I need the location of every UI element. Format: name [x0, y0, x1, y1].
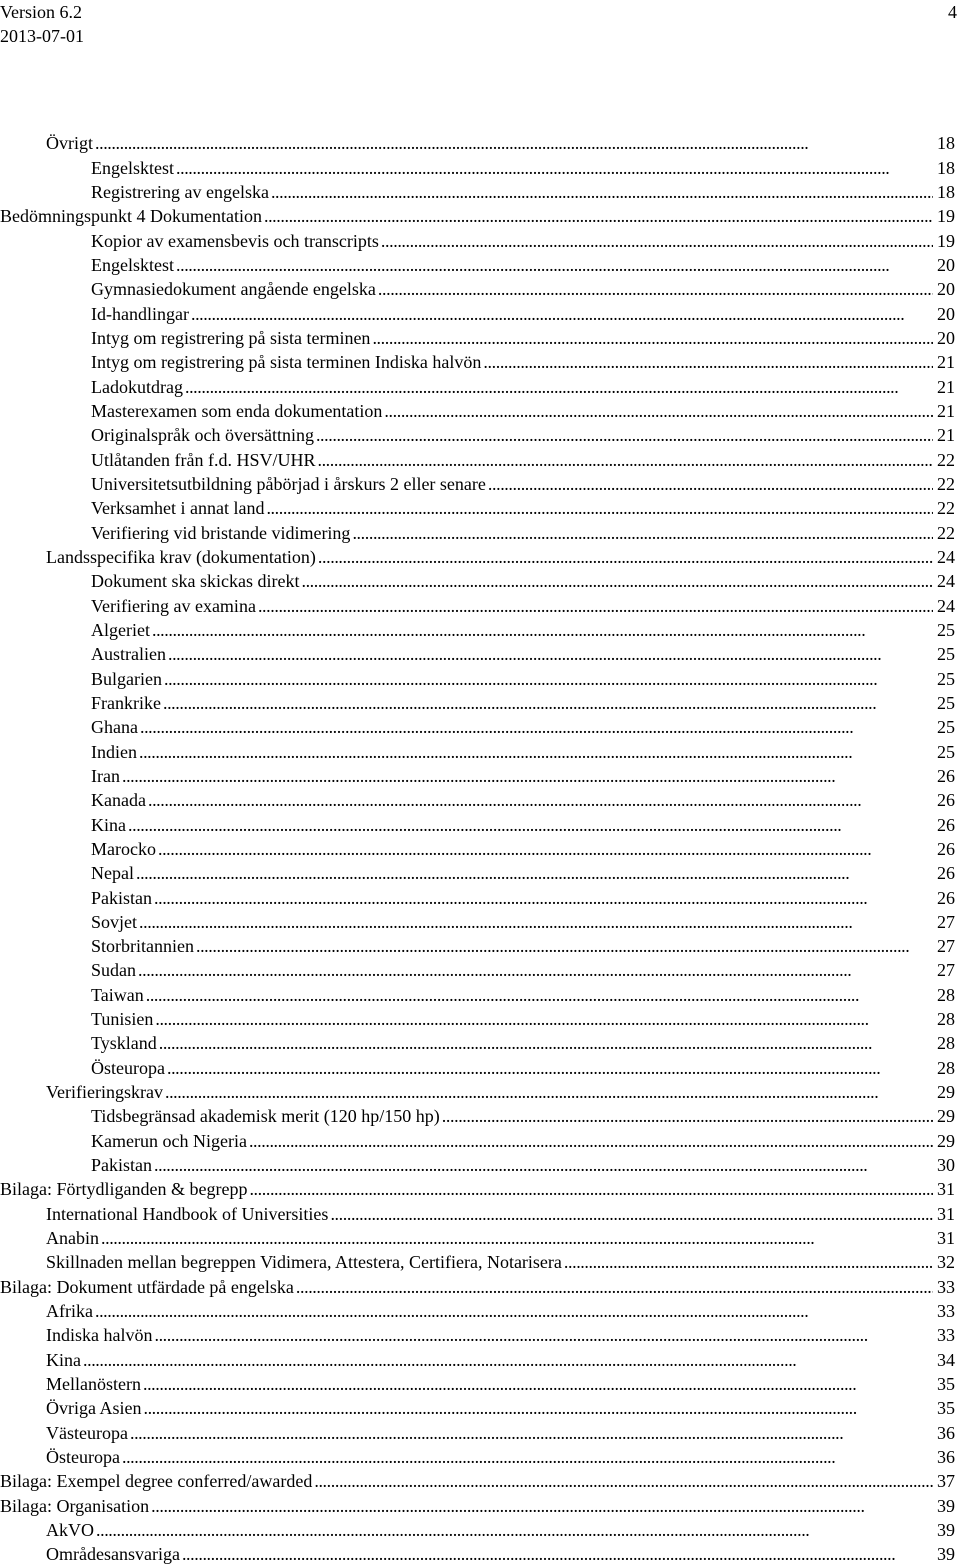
toc-entry-label: Universitetsutbildning påbörjad i årskurs 2 eller senare	[91, 473, 486, 494]
toc-dot-leader	[146, 983, 933, 1007]
toc-entry-page: 35	[937, 1398, 955, 1419]
toc-dot-leader	[143, 1396, 933, 1420]
toc-entry-page: 33	[937, 1276, 955, 1297]
toc-dot-leader	[164, 667, 933, 691]
toc-entry-label: Sudan	[91, 960, 136, 981]
toc-entry-page: 31	[937, 1179, 955, 1200]
toc-dot-leader	[128, 813, 933, 837]
toc-entry-page: 39	[937, 1520, 955, 1541]
toc-dot-leader	[101, 1226, 933, 1250]
toc-entry-page: 24	[937, 595, 955, 616]
toc-entry-page: 21	[937, 400, 955, 421]
toc-entry-label: Verifiering av examina	[91, 595, 256, 616]
toc-entry-page: 31	[937, 1228, 955, 1249]
page-number: 4	[948, 2, 957, 22]
toc-entry-page: 22	[937, 473, 955, 494]
toc-entry[interactable]	[0, 691, 955, 715]
toc-entry[interactable]	[0, 1055, 955, 1079]
toc-entry[interactable]	[0, 642, 955, 666]
toc-dot-leader	[139, 910, 933, 934]
toc-entry-label: Gymnasiedokument angående engelska	[91, 279, 376, 300]
toc-dot-leader	[96, 1518, 933, 1542]
toc-entry[interactable]	[0, 423, 955, 447]
toc-entry-label: Övriga Asien	[46, 1398, 142, 1419]
toc-dot-leader	[140, 715, 933, 739]
toc-entry[interactable]	[0, 1177, 955, 1201]
toc-entry-page: 24	[937, 546, 955, 567]
toc-entry[interactable]	[0, 204, 955, 228]
toc-entry-label: Afrika	[46, 1301, 93, 1322]
toc-entry[interactable]	[0, 764, 955, 788]
toc-entry[interactable]	[0, 1445, 955, 1469]
toc-dot-leader	[301, 569, 933, 593]
toc-entry-page: 25	[937, 741, 955, 762]
toc-entry[interactable]	[0, 1201, 955, 1225]
toc-entry-page: 29	[937, 1106, 955, 1127]
toc-entry-page: 20	[937, 327, 955, 348]
toc-entry-page: 22	[937, 498, 955, 519]
toc-entry-page: 28	[937, 1057, 955, 1078]
toc-entry[interactable]	[0, 934, 955, 958]
toc-entry[interactable]	[0, 1372, 955, 1396]
toc-dot-leader	[95, 131, 933, 155]
toc-dot-leader	[83, 1348, 933, 1372]
toc-dot-leader	[314, 1469, 933, 1493]
toc-entry[interactable]	[0, 447, 955, 471]
toc-dot-leader	[196, 934, 933, 958]
toc-entry[interactable]	[0, 277, 955, 301]
toc-entry-label: Bilaga: Dokument utfärdade på engelska	[0, 1276, 294, 1297]
toc-entry[interactable]	[0, 131, 955, 155]
toc-entry-label: Tidsbegränsad akademisk merit (120 hp/150 hp)	[91, 1106, 440, 1127]
toc-entry-label: Tyskland	[91, 1033, 157, 1054]
toc-entry[interactable]	[0, 1469, 955, 1493]
toc-entry[interactable]	[0, 374, 955, 398]
toc-entry-page: 33	[937, 1301, 955, 1322]
toc-dot-leader	[154, 1323, 933, 1347]
toc-dot-leader	[372, 326, 933, 350]
toc-dot-leader	[154, 1153, 933, 1177]
toc-entry-page: 18	[937, 133, 955, 154]
toc-dot-leader	[483, 350, 933, 374]
toc-dot-leader	[442, 1104, 933, 1128]
toc-entry[interactable]	[0, 569, 955, 593]
toc-dot-leader	[317, 448, 933, 472]
toc-entry-page: 25	[937, 644, 955, 665]
toc-dot-leader	[384, 399, 933, 423]
toc-entry[interactable]	[0, 885, 955, 909]
toc-entry[interactable]	[0, 666, 955, 690]
toc-dot-leader	[488, 472, 933, 496]
toc-dot-leader	[182, 1542, 933, 1566]
page-header	[0, 0, 84, 48]
toc-dot-leader	[185, 375, 933, 399]
toc-entry-label: Östeuropa	[91, 1057, 165, 1078]
toc-entry[interactable]	[0, 180, 955, 204]
toc-entry-page: 20	[937, 303, 955, 324]
toc-entry-label: Australien	[91, 644, 166, 665]
toc-entry-label: Bedömningspunkt 4 Dokumentation	[0, 206, 262, 227]
toc-entry[interactable]	[0, 228, 955, 252]
toc-dot-leader	[564, 1250, 933, 1274]
toc-entry-page: 26	[937, 814, 955, 835]
toc-entry-label: Engelsktest	[91, 254, 174, 275]
toc-entry[interactable]	[0, 958, 955, 982]
toc-entry-page: 29	[937, 1082, 955, 1103]
toc-entry-page: 25	[937, 619, 955, 640]
toc-dot-leader	[249, 1129, 933, 1153]
toc-entry-page: 26	[937, 790, 955, 811]
toc-entry[interactable]	[0, 1542, 955, 1566]
toc-dot-leader	[152, 618, 933, 642]
toc-entry[interactable]	[0, 1274, 955, 1298]
toc-dot-leader	[296, 1275, 933, 1299]
toc-entry-page: 36	[937, 1447, 955, 1468]
toc-dot-leader	[151, 1494, 933, 1518]
toc-entry[interactable]	[0, 1031, 955, 1055]
toc-entry-page: 25	[937, 717, 955, 738]
toc-entry[interactable]	[0, 520, 955, 544]
toc-entry-page: 34	[937, 1349, 955, 1370]
toc-entry-label: Anabin	[46, 1228, 99, 1249]
toc-dot-leader	[95, 1299, 933, 1323]
toc-entry[interactable]	[0, 715, 955, 739]
toc-entry-page: 24	[937, 571, 955, 592]
toc-entry-page: 25	[937, 668, 955, 689]
toc-entry-label: Kanada	[91, 790, 146, 811]
toc-entry[interactable]	[0, 399, 955, 423]
toc-entry-page: 21	[937, 352, 955, 373]
toc-entry-page: 21	[937, 425, 955, 446]
toc-dot-leader	[165, 1080, 933, 1104]
toc-entry-page: 29	[937, 1130, 955, 1151]
toc-entry[interactable]	[0, 593, 955, 617]
toc-entry[interactable]	[0, 1347, 955, 1371]
toc-dot-leader	[249, 1177, 933, 1201]
toc-entry[interactable]	[0, 1518, 955, 1542]
toc-dot-leader	[168, 642, 933, 666]
toc-entry-label: Frankrike	[91, 692, 161, 713]
toc-entry-label: Bulgarien	[91, 668, 162, 689]
toc-dot-leader	[330, 1202, 933, 1226]
toc-entry-label: Kina	[91, 814, 126, 835]
toc-entry-page: 20	[937, 254, 955, 275]
toc-dot-leader	[378, 277, 933, 301]
toc-dot-leader	[163, 691, 933, 715]
toc-entry[interactable]	[0, 1226, 955, 1250]
toc-entry[interactable]	[0, 1153, 955, 1177]
toc-entry-label: Originalspråk och översättning	[91, 425, 314, 446]
toc-dot-leader	[318, 545, 933, 569]
toc-entry-label: Västeuropa	[46, 1422, 128, 1443]
toc-entry-label: Kopior av examensbevis och transcripts	[91, 230, 379, 251]
toc-entry-label: Iran	[91, 765, 120, 786]
toc-dot-leader	[130, 1421, 933, 1445]
toc-entry-label: Kina	[46, 1349, 81, 1370]
toc-entry[interactable]	[0, 910, 955, 934]
toc-entry-page: 28	[937, 1033, 955, 1054]
table-of-contents	[0, 131, 955, 1566]
toc-dot-leader	[155, 1007, 933, 1031]
toc-dot-leader	[266, 496, 933, 520]
toc-entry[interactable]	[0, 1493, 955, 1517]
toc-entry[interactable]	[0, 1128, 955, 1152]
toc-entry-label: Engelsktest	[91, 157, 174, 178]
toc-entry-label: Verifieringskrav	[46, 1082, 163, 1103]
toc-entry-label: Skillnaden mellan begreppen Vidimera, Attestera, Certifiera, Notarisera	[46, 1252, 562, 1273]
toc-entry-page: 27	[937, 936, 955, 957]
toc-entry-label: Bilaga: Förtydliganden & begrepp	[0, 1179, 248, 1200]
toc-entry-label: Pakistan	[91, 887, 152, 908]
toc-entry-page: 28	[937, 984, 955, 1005]
toc-entry-page: 27	[937, 960, 955, 981]
toc-entry-label: Marocko	[91, 838, 156, 859]
toc-entry[interactable]	[0, 1007, 955, 1031]
toc-dot-leader	[167, 1056, 933, 1080]
toc-dot-leader	[136, 861, 933, 885]
toc-entry[interactable]	[0, 1104, 955, 1128]
toc-entry-label: Övrigt	[46, 133, 93, 154]
toc-dot-leader	[271, 180, 933, 204]
toc-entry-label: Tunisien	[91, 1009, 154, 1030]
toc-dot-leader	[139, 740, 933, 764]
toc-dot-leader	[381, 229, 933, 253]
toc-entry[interactable]	[0, 982, 955, 1006]
toc-entry[interactable]	[0, 496, 955, 520]
toc-entry-page: 27	[937, 911, 955, 932]
toc-entry-page: 28	[937, 1009, 955, 1030]
toc-entry-page: 26	[937, 765, 955, 786]
toc-entry-page: 39	[937, 1544, 955, 1565]
toc-entry-page: 37	[937, 1471, 955, 1492]
toc-entry[interactable]	[0, 1396, 955, 1420]
toc-entry-page: 18	[937, 157, 955, 178]
toc-dot-leader	[159, 1031, 933, 1055]
toc-entry[interactable]	[0, 1299, 955, 1323]
toc-entry-label: Verifiering vid bristande vidimering	[91, 522, 351, 543]
toc-entry-label: Mellanöstern	[46, 1374, 141, 1395]
toc-dot-leader	[352, 521, 933, 545]
toc-dot-leader	[122, 1445, 933, 1469]
toc-entry-label: Ladokutdrag	[91, 376, 183, 397]
toc-entry-page: 22	[937, 449, 955, 470]
toc-entry-label: Utlåtanden från f.d. HSV/UHR	[91, 449, 316, 470]
toc-dot-leader	[191, 302, 933, 326]
toc-dot-leader	[122, 764, 933, 788]
toc-entry[interactable]	[0, 618, 955, 642]
toc-entry-label: Kamerun och Nigeria	[91, 1130, 247, 1151]
toc-dot-leader	[138, 958, 933, 982]
toc-entry-label: Områdesansvariga	[46, 1544, 180, 1565]
toc-dot-leader	[176, 156, 933, 180]
toc-entry-page: 39	[937, 1495, 955, 1516]
document-date: 2013-07-01	[0, 26, 84, 46]
toc-entry-page: 26	[937, 838, 955, 859]
toc-entry-label: Dokument ska skickas direkt	[91, 571, 300, 592]
toc-entry[interactable]	[0, 253, 955, 277]
toc-entry-page: 31	[937, 1203, 955, 1224]
toc-entry-label: Registrering av engelska	[91, 181, 269, 202]
toc-entry-label: Algeriet	[91, 619, 150, 640]
toc-entry[interactable]	[0, 350, 955, 374]
toc-entry-page: 33	[937, 1325, 955, 1346]
document-version: Version 6.2	[0, 2, 82, 22]
toc-dot-leader	[148, 788, 933, 812]
toc-entry[interactable]	[0, 739, 955, 763]
toc-entry-label: Östeuropa	[46, 1447, 120, 1468]
toc-dot-leader	[316, 423, 933, 447]
toc-entry[interactable]	[0, 1080, 955, 1104]
toc-dot-leader	[264, 204, 933, 228]
toc-entry-page: 32	[937, 1252, 955, 1273]
toc-entry[interactable]	[0, 1323, 955, 1347]
toc-entry-label: Sovjet	[91, 911, 138, 932]
toc-entry-label: Masterexamen som enda dokumentation	[91, 400, 383, 421]
toc-entry-label: Pakistan	[91, 1155, 152, 1176]
toc-entry-label: Id-handlingar	[91, 303, 189, 324]
toc-dot-leader	[176, 253, 933, 277]
toc-dot-leader	[143, 1372, 933, 1396]
toc-entry[interactable]	[0, 1250, 955, 1274]
toc-entry-label: Ghana	[91, 717, 138, 738]
toc-entry-label: Intyg om registrering på sista terminen	[91, 327, 371, 348]
toc-entry[interactable]	[0, 155, 955, 179]
toc-entry-page: 25	[937, 692, 955, 713]
toc-entry-page: 22	[937, 522, 955, 543]
toc-entry-page: 36	[937, 1422, 955, 1443]
toc-entry-label: Bilaga: Exempel degree conferred/awarded	[0, 1471, 313, 1492]
toc-entry-page: 21	[937, 376, 955, 397]
toc-entry-label: Taiwan	[91, 984, 144, 1005]
toc-entry-label: Indien	[91, 741, 137, 762]
toc-entry-label: Landsspecifika krav (dokumentation)	[46, 546, 316, 567]
toc-entry-label: AkVO	[46, 1520, 94, 1541]
toc-entry[interactable]	[0, 472, 955, 496]
toc-entry[interactable]	[0, 837, 955, 861]
toc-entry-page: 30	[937, 1155, 955, 1176]
toc-entry-label: Intyg om registrering på sista terminen Indiska halvön	[91, 352, 482, 373]
toc-entry[interactable]	[0, 861, 955, 885]
toc-entry-page: 20	[937, 279, 955, 300]
toc-entry-label: Bilaga: Organisation	[0, 1495, 150, 1516]
toc-entry[interactable]	[0, 788, 955, 812]
toc-entry-page: 26	[937, 863, 955, 884]
toc-entry-label: Indiska halvön	[46, 1325, 153, 1346]
toc-entry-page: 19	[937, 230, 955, 251]
toc-dot-leader	[258, 594, 933, 618]
toc-entry[interactable]	[0, 812, 955, 836]
toc-entry-page: 35	[937, 1374, 955, 1395]
toc-dot-leader	[158, 837, 933, 861]
toc-entry[interactable]	[0, 545, 955, 569]
toc-entry-page: 18	[937, 181, 955, 202]
toc-entry-label: Nepal	[91, 863, 134, 884]
toc-dot-leader	[154, 886, 933, 910]
toc-entry[interactable]	[0, 1420, 955, 1444]
toc-entry-label: International Handbook of Universities	[46, 1203, 329, 1224]
toc-entry[interactable]	[0, 326, 955, 350]
toc-entry-label: Verksamhet i annat land	[91, 498, 265, 519]
toc-entry-page: 26	[937, 887, 955, 908]
toc-entry-page: 19	[937, 206, 955, 227]
toc-entry-label: Storbritannien	[91, 936, 194, 957]
toc-entry[interactable]	[0, 301, 955, 325]
